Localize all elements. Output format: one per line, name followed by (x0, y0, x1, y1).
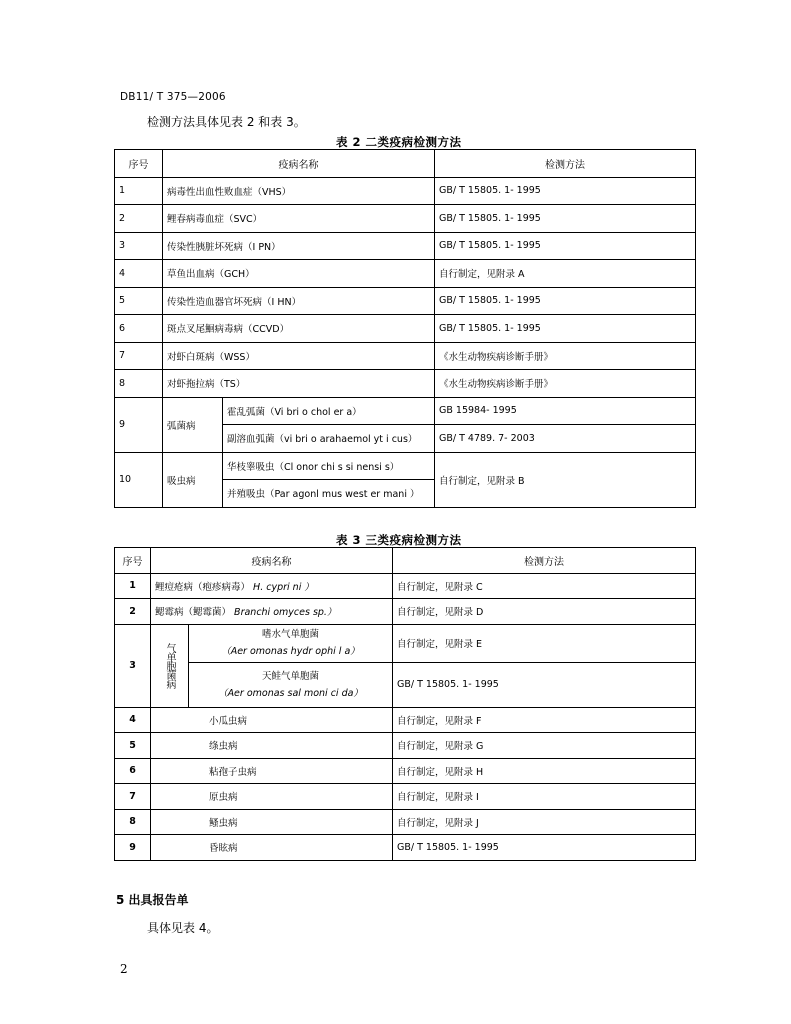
row-group: 吸虫病 (163, 452, 223, 507)
intro-text: 检测方法具体见表 2 和表 3。 (147, 115, 306, 129)
row-name: 鳋虫病 (151, 809, 393, 835)
row-name: 并殖吸虫（Par agonl mus west er mani ） (223, 480, 435, 508)
table-row (115, 624, 696, 662)
row-method: 自行制定，见附录 I (393, 784, 696, 810)
row-no: 1 (115, 177, 163, 205)
row-name-cn: 天鲑气单胞菌 (261, 670, 319, 682)
table3-header-row (115, 548, 696, 574)
row-name: 草鱼出血病（GCH） (163, 260, 435, 288)
table-row (115, 784, 696, 810)
table2-header-row (115, 150, 696, 178)
table-row (115, 370, 696, 398)
row-name-latin: （Aer omonas hydr ophi l a） (221, 646, 360, 657)
table-row (115, 662, 696, 707)
row-name (189, 624, 393, 662)
row-method: GB 15984- 1995 (435, 397, 696, 425)
table3-caption: 表 3 三类疫病检测方法 (336, 533, 462, 547)
row-method: GB/ T 4789. 7- 2003 (435, 425, 696, 453)
row-method: GB/ T 15805. 1- 1995 (435, 205, 696, 233)
row-no: 3 (115, 624, 151, 707)
row-name-cn: 鳃霉病（鳃霉菌） (155, 607, 232, 619)
row-no: 2 (115, 599, 151, 625)
row-method: GB/ T 15805. 1- 1995 (393, 662, 696, 707)
row-name (189, 662, 393, 707)
row-no: 6 (115, 758, 151, 784)
row-name: 霍乱弧菌（Vi bri o chol er a） (223, 397, 435, 425)
row-name: 传染性胰脏坏死病（I PN） (163, 232, 435, 260)
row-name: 原虫病 (151, 784, 393, 810)
row-group: 气单胞菌病 (151, 624, 189, 707)
row-name: 小瓜虫病 (151, 707, 393, 733)
row-name: 鲤春病毒血症（SVC） (163, 205, 435, 233)
table-row (115, 397, 696, 425)
table-row (115, 205, 696, 233)
row-method: 自行制定，见附录 H (393, 758, 696, 784)
row-no: 10 (115, 452, 163, 507)
table-row (115, 599, 696, 625)
row-name-cn: 鲤痘疮病（疱疹病毒） (155, 581, 251, 593)
row-no: 7 (115, 342, 163, 370)
page-number: 2 (120, 962, 128, 976)
table-row (115, 232, 696, 260)
row-no: 2 (115, 205, 163, 233)
table-row (115, 758, 696, 784)
row-method: 自行制定，见附录 A (435, 260, 696, 288)
row-method: 自行制定，见附录 J (393, 809, 696, 835)
row-name: 对虾拖拉病（TS） (163, 370, 435, 398)
row-method: 自行制定，见附录 G (393, 733, 696, 759)
row-name: 斑点叉尾鮰病毒病（CCVD） (163, 315, 435, 343)
table2 (114, 149, 696, 508)
row-no: 8 (115, 809, 151, 835)
section5-title: 5 出具报告单 (116, 893, 189, 907)
table3-header-name: 疫病名称 (151, 548, 393, 574)
row-no: 1 (115, 573, 151, 599)
table-row (115, 177, 696, 205)
row-no: 4 (115, 707, 151, 733)
row-no: 4 (115, 260, 163, 288)
row-name: 绦虫病 (151, 733, 393, 759)
row-method: 自行制定，见附录 C (393, 573, 696, 599)
row-method: 自行制定，见附录 D (393, 599, 696, 625)
table-row (115, 835, 696, 861)
row-name-latin: （Aer omonas sal moni ci da） (218, 687, 363, 699)
row-no: 9 (115, 397, 163, 452)
row-group: 弧菌病 (163, 397, 223, 452)
table3-header-method: 检测方法 (393, 548, 696, 574)
table-row (115, 287, 696, 315)
table3 (114, 547, 696, 861)
table-row (115, 707, 696, 733)
table2-header-name: 疫病名称 (163, 150, 435, 178)
table2-header-no: 序号 (115, 150, 163, 178)
row-method: 自行制定，见附录 B (435, 452, 696, 507)
document-code: DB11/ T 375—2006 (120, 91, 226, 103)
table2-header-method: 检测方法 (435, 150, 696, 178)
row-no: 5 (115, 287, 163, 315)
table-row (115, 315, 696, 343)
row-name: 对虾白斑病（WSS） (163, 342, 435, 370)
row-no: 8 (115, 370, 163, 398)
table3-header-no: 序号 (115, 548, 151, 574)
row-name-latin: H. cypri ni ） (253, 581, 314, 593)
row-method: GB/ T 15805. 1- 1995 (435, 177, 696, 205)
row-method: GB/ T 15805. 1- 1995 (435, 232, 696, 260)
row-no: 9 (115, 835, 151, 861)
table-row (115, 260, 696, 288)
table-row (115, 452, 696, 480)
row-no: 3 (115, 232, 163, 260)
row-name: 病毒性出血性败血症（VHS） (163, 177, 435, 205)
row-method: GB/ T 15805. 1- 1995 (435, 315, 696, 343)
table-row (115, 342, 696, 370)
row-name: 传染性造血器官坏死病（I HN） (163, 287, 435, 315)
row-method: 《水生动物疾病诊断手册》 (435, 370, 696, 398)
row-name: 华枝睾吸虫（Cl onor chi s si nensi s） (223, 452, 435, 480)
row-method: GB/ T 15805. 1- 1995 (393, 835, 696, 861)
row-method: 自行制定，见附录 E (393, 624, 696, 662)
row-name: 副溶血弧菌（vi bri o arahaemol yt i cus） (223, 425, 435, 453)
row-method: 自行制定，见附录 F (393, 707, 696, 733)
row-no: 7 (115, 784, 151, 810)
table-row (115, 573, 696, 599)
table-row (115, 733, 696, 759)
row-name (151, 599, 393, 625)
table2-caption: 表 2 二类疫病检测方法 (336, 135, 462, 149)
row-name-latin: Branchi omyces sp.） (234, 607, 337, 619)
row-name (151, 573, 393, 599)
row-no: 5 (115, 733, 151, 759)
row-method: GB/ T 15805. 1- 1995 (435, 287, 696, 315)
row-no: 6 (115, 315, 163, 343)
row-name-cn: 嗜水气单胞菌 (261, 629, 319, 640)
row-name: 昏眩病 (151, 835, 393, 861)
table-row (115, 809, 696, 835)
section5-text: 具体见表 4。 (147, 921, 219, 935)
row-method: 《水生动物疾病诊断手册》 (435, 342, 696, 370)
row-name: 粘孢子虫病 (151, 758, 393, 784)
